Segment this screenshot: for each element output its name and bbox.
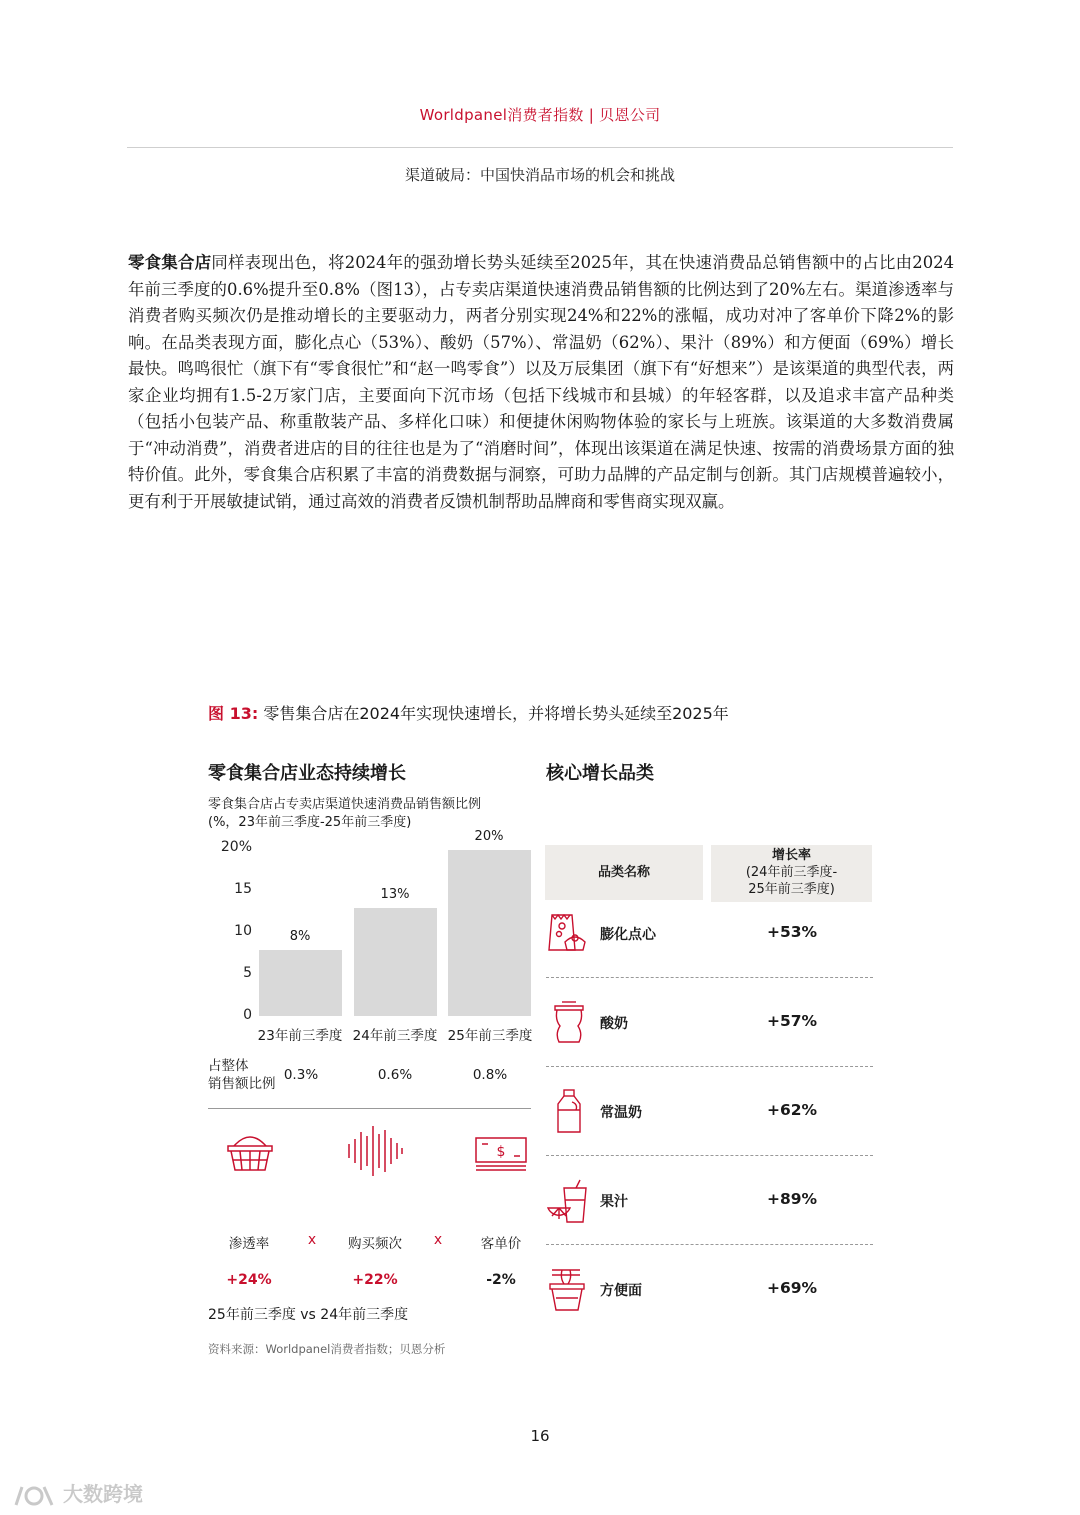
body-text: 同样表现出色，将2024年的强劲增长势头延续至2025年，其在快速消费品总销售额中的占比由2024年前三季度的0.6%提升至0.8%（图13），占专卖店渠道快速消费品销售额的比例达到了20%左右。渠道渗透率与消费者购买频次仍是推动增长的主要驱动力，两者分别实现24%和22%的涨幅，成功对冲了客单价下降2%的影响。在品类表现方面，膨化点心（53%）、酸奶（57%）、常温奶（62%）、果汁（89%）和方便面（69%）增长最快。鸣鸣很忙（旗下有“零食很忙”和“赵一鸣零食”）以及万辰集团（旗下有“好想来”）是该渠道的典型代表，两家企业均拥有1.5-2万家门店，主要面向下沉市场（包括下线城市和县城）的年轻客群，以及追求丰富产品种类（包括小包装产品、称重散装产品、多样化口味）和便捷休闲购物体验的家长与上班族。该渠道的大多数消费属于“冲动消费”，消费者进店的目的往往也是为了“消磨时间”，体现出该渠道在满足快速、按需的消费场景方面的独特价值。此外，零食集合店积累了丰富的消费数据与洞察，可助力品牌的产品定制与创新。其门店规模普遍较小，更有利于开展敏捷试销，通过高效的消费者反馈机制帮助品牌商和零售商实现双赢。 <box>128 253 955 511</box>
left-panel-heading: 零食集合店业态持续增长 <box>208 763 406 784</box>
table-header-growth <box>711 845 872 902</box>
watermark-text: 大数跨境 <box>62 1482 143 1506</box>
header-divider <box>127 147 953 148</box>
page-number: 16 <box>530 1427 550 1445</box>
row-divider <box>546 1244 873 1245</box>
share-label-line2: 销售额比例 <box>208 1076 276 1092</box>
penetration-value: +24% <box>226 1272 272 1288</box>
figure-number: 图 13: <box>208 704 259 723</box>
row-divider <box>546 977 873 978</box>
category-name: 常温奶 <box>600 1105 642 1121</box>
body-bold-lead: 零食集合店 <box>128 253 212 272</box>
y-tick-0: 0 <box>243 1007 252 1023</box>
bar-25q1-3 <box>448 850 531 1016</box>
share-value: 0.3% <box>283 1067 319 1083</box>
category-name: 方便面 <box>600 1283 642 1299</box>
snack-icon <box>547 912 587 954</box>
bar-value-label: 13% <box>380 887 410 903</box>
row-divider <box>546 1066 873 1067</box>
growth-header-line1: 增长率 <box>771 848 811 863</box>
cash-icon <box>474 1136 528 1172</box>
category-name: 膨化点心 <box>600 927 656 943</box>
x-category-label: 23年前三季度 <box>257 1028 343 1044</box>
right-panel-heading: 核心增长品类 <box>546 763 654 784</box>
bar-value-label: 8% <box>289 928 311 944</box>
bar-23q1-3 <box>259 950 342 1016</box>
noodle-icon <box>548 1266 586 1312</box>
watermark-logo <box>12 1478 143 1509</box>
report-subtitle: 渠道破局：中国快消品市场的机会和挑战 <box>404 166 675 184</box>
penetration-label: 渗透率 <box>228 1236 270 1252</box>
y-tick-15: 15 <box>234 881 252 897</box>
bar-value-label: 20% <box>474 829 504 844</box>
growth-header-line3: 25年前三季度) <box>748 882 835 897</box>
yogurt-icon <box>552 1000 586 1044</box>
watermark-icon <box>12 1483 56 1509</box>
y-tick-10: 10 <box>234 923 252 939</box>
category-name: 果汁 <box>600 1194 628 1210</box>
category-growth-value: +62% <box>766 1101 818 1119</box>
bar-24q1-3 <box>354 908 437 1016</box>
basket-size-label: 客单价 <box>480 1236 522 1252</box>
basket-size-value: -2% <box>486 1272 516 1288</box>
share-label-line1: 占整体 <box>208 1058 249 1074</box>
chart-subtitle: 零食集合店占专卖店渠道快速消费品销售额比例 <box>208 797 482 812</box>
chart-unit-note: (%，23年前三季度-25年前三季度) <box>208 815 412 830</box>
source-note: 资料来源：Worldpanel消费者指数；贝恩分析 <box>208 1342 446 1356</box>
table-header-category: 品类名称 <box>545 845 703 900</box>
y-tick-20: 20% <box>220 839 252 855</box>
body-paragraph <box>128 250 954 515</box>
category-growth-value: +89% <box>766 1190 818 1208</box>
milk-bottle-icon <box>554 1088 584 1134</box>
basket-icon <box>226 1130 274 1172</box>
share-value: 0.6% <box>377 1067 413 1083</box>
svg-text:$: $ <box>496 1144 506 1160</box>
x-category-label: 24年前三季度 <box>352 1028 438 1044</box>
multiply-sign: x <box>307 1232 317 1248</box>
x-category-label: 25年前三季度 <box>447 1028 533 1044</box>
category-growth-value: +57% <box>766 1012 818 1030</box>
category-growth-value: +53% <box>766 923 818 941</box>
left-panel-divider <box>208 1108 531 1109</box>
category-name: 酸奶 <box>600 1016 628 1032</box>
share-value: 0.8% <box>472 1067 508 1083</box>
growth-header-line2: (24年前三季度- <box>745 865 838 880</box>
row-divider <box>546 1155 873 1156</box>
y-tick-5: 5 <box>243 965 252 981</box>
frequency-value: +22% <box>352 1272 398 1288</box>
multiply-sign: x <box>433 1232 443 1248</box>
frequency-label: 购买频次 <box>348 1236 402 1252</box>
juice-icon <box>546 1178 590 1224</box>
figure-title <box>208 701 729 724</box>
category-growth-value: +69% <box>766 1279 818 1297</box>
figure-caption: 零售集合店在2024年实现快速增长，并将增长势头延续至2025年 <box>263 704 729 723</box>
report-header-title: Worldpanel消费者指数 | 贝恩公司 <box>419 106 661 124</box>
comparison-note: 25年前三季度 vs 24年前三季度 <box>208 1307 409 1323</box>
frequency-wave-icon <box>346 1124 404 1178</box>
